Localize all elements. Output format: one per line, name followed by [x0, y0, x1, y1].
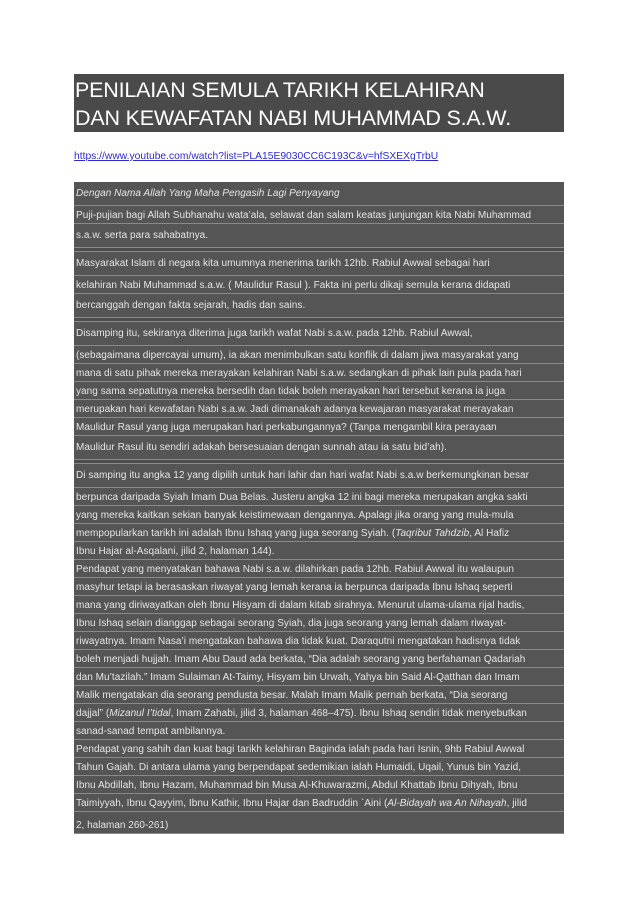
body-line: [74, 704, 564, 722]
body-line: merupakan hari kewafatan Nabi s.a.w. Jadi dimanakah adanya kewajaran masyarakat merayakan: [74, 400, 564, 418]
body-line: boleh menjadi hujjah. Imam Abu Daud ada berkata, “Dia adalah seorang yang berfahaman Qadariah: [74, 650, 564, 668]
body-line: mana di satu pihak mereka merayakan kelahiran Nabi s.a.w. sedangkan di pihak lain pula pada hari: [74, 364, 564, 382]
body-line: Masyarakat Islam di negara kita umumnya menerima tarikh 12hb. Rabiul Awwal sebagai hari: [74, 252, 564, 276]
text-run: Taimiyyah, Ibnu Qayyim, Ibnu Kathir, Ibnu Hajar dan Badruddin `Aini (: [76, 798, 388, 809]
text-run: , jilid: [506, 798, 527, 809]
body-line: Pendapat yang menyatakan bahawa Nabi s.a.w. dilahirkan pada 12hb. Rabiul Awwal itu walaupun: [74, 560, 564, 578]
citation-title: Taqribut Tahdzib: [395, 528, 470, 539]
body-line: Dengan Nama Allah Yang Maha Pengasih Lagi Penyayang: [74, 182, 564, 206]
body-line: Di samping itu angka 12 yang dipilih untuk hari lahir dan hari wafat Nabi s.a.w berkemungkinan besar: [74, 464, 564, 488]
body-line: [74, 794, 564, 812]
body-line: yang sama sepatutnya mereka bersedih dan tidak boleh merayakan hari tersebut kerana ia juga: [74, 382, 564, 400]
body-line: Maulidur Rasul itu sendiri adakah bersesuaian dengan sunnah atau ia satu bid’ah).: [74, 436, 564, 460]
body-line: Ibnu Ishaq selain dianggap sebagai seorang Syiah, dia juga seorang yang lemah dalam riwayat-: [74, 614, 564, 632]
body-line: masyhur tetapi ia berasaskan riwayat yang lemah kerana ia berpunca daripada Ibnu Ishaq seperti: [74, 578, 564, 596]
text-run: , Imam Zahabi, jilid 3, halaman 468–475). Ibnu Ishaq sendiri tidak menyebutkan: [170, 708, 527, 719]
body-line: Maulidur Rasul yang juga merupakan hari perkabungannya? (Tanpa mengambil kira perayaan: [74, 418, 564, 436]
text-run: dajjal” (: [76, 708, 110, 719]
body-line: kelahiran Nabi Muhammad s.a.w. ( Maulidur Rasul ). Fakta ini perlu dikaji semula kerana didapati: [74, 276, 564, 294]
title-line-2: DAN KEWAFATAN NABI MUHAMMAD S.A.W.: [75, 106, 511, 130]
youtube-link[interactable]: https://www.youtube.com/watch?list=PLA15E9030CC6C193C&v=hfSXEXgTrbU: [74, 151, 439, 162]
body-line: s.a.w. serta para sahabatnya.: [74, 224, 564, 248]
body-line: mana yang diriwayatkan oleh Ibnu Hisyam di dalam kitab sirahnya. Menurut ulama-ulama rijal hadis,: [74, 596, 564, 614]
body-line: Puji-pujian bagi Allah Subhanahu wata’ala, selawat dan salam keatas junjungan kita Nabi Muhammad: [74, 206, 564, 224]
citation-title: Al-Bidayah wa An Nihayah: [387, 798, 507, 809]
citation-title: Mizanul I’tidal: [109, 708, 171, 719]
body-line: Ibnu Abdillah, Ibnu Hazam, Muhammad bin Musa Al-Khuwarazmi, Abdul Khattab Ibnu Dihyah, Ibnu: [74, 776, 564, 794]
body-line: [74, 524, 564, 542]
text-run: mempopularkan tarikh ini adalah Ibnu Ishaq yang juga seorang Syiah. (: [76, 528, 396, 539]
body-line: berpunca daripada Syiah Imam Dua Belas. Justeru angka 12 ini bagi mereka merupakan angka sakti: [74, 488, 564, 506]
title-line-1: PENILAIAN SEMULA TARIKH KELAHIRAN: [75, 78, 485, 102]
body-line: (sebagaimana dipercayai umum), ia akan menimbulkan satu konflik di dalam jiwa masyarakat yang: [74, 346, 564, 364]
body-line: dan Mu’tazilah.” Imam Sulaiman At-Taimy, Hisyam bin Urwah, Yahya bin Said Al-Qatthan dan Imam: [74, 668, 564, 686]
article-body: [74, 182, 564, 816]
body-line: sanad-sanad tempat ambilannya.: [74, 722, 564, 740]
body-line: Pendapat yang sahih dan kuat bagi tarikh kelahiran Baginda ialah pada hari Isnin, 9hb Rabiul Awwal: [74, 740, 564, 758]
body-line: Disamping itu, sekiranya diterima juga tarikh wafat Nabi s.a.w. pada 12hb. Rabiul Awwal,: [74, 322, 564, 346]
body-line: Tahun Gajah. Di antara ulama yang berpendapat sedemikian ialah Humaidi, Uqail, Yunus bin Yazid,: [74, 758, 564, 776]
document-title: [74, 74, 564, 132]
body-line: riwayatnya. Imam Nasa’i mengatakan bahawa dia tidak kuat. Daraqutni mengatakan hadisnya tidak: [74, 632, 564, 650]
body-line: bercanggah dengan fakta sejarah, hadis dan sains.: [74, 294, 564, 318]
text-run: , Al Hafiz: [469, 528, 510, 539]
body-line: 2, halaman 260-261): [74, 816, 564, 834]
body-line: Ibnu Hajar al-Asqalani, jilid 2, halaman 144).: [74, 542, 564, 560]
body-line: Malik mengatakan dia seorang pendusta besar. Malah Imam Malik pernah berkata, “Dia seorang: [74, 686, 564, 704]
body-line: yang mereka kaitkan sekian banyak keistimewaan dengannya. Apalagi jika orang yang mula-mula: [74, 506, 564, 524]
